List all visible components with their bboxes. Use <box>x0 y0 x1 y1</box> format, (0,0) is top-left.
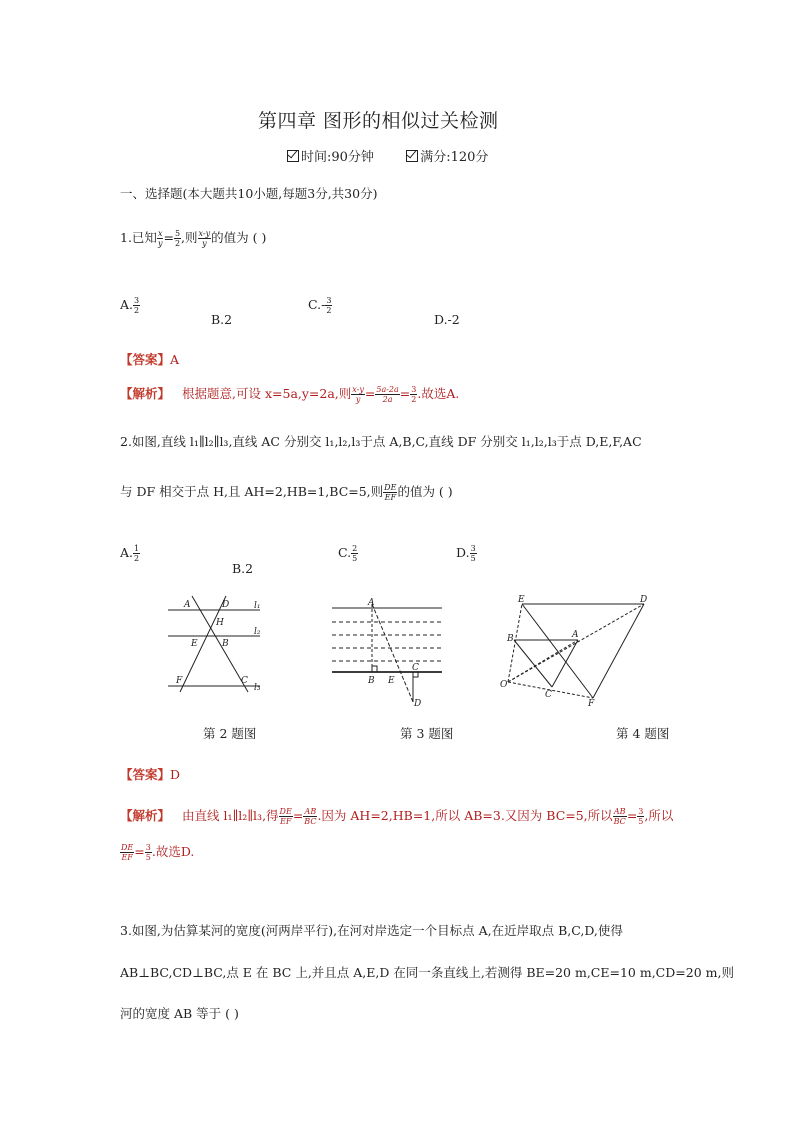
figure-3-caption: 第 3 题图 <box>400 726 454 741</box>
label-D: D <box>414 699 422 709</box>
figure-4-triangles <box>498 592 658 710</box>
label-B: B <box>507 634 514 644</box>
fraction: $\frac{3}{5}$ <box>638 807 644 826</box>
label-E: E <box>191 639 198 649</box>
q2-line-2: 与 DF 相交于点 H,且 AH=2,HB=1,BC=5,则 $\frac{DE}{EF}$ 的值为 ( ) <box>120 483 453 502</box>
fraction: $\frac{5}{2}$ <box>174 229 181 248</box>
figure-4-caption: 第 4 题图 <box>616 726 670 741</box>
label-l3: l₃ <box>254 683 261 693</box>
fraction: $\frac{AB}{BC}$ <box>304 807 317 826</box>
q2-line-1: 2.如图,直线 l₁∥l₂∥l₃,直线 AC 分别交 l₁,l₂,l₃于点 A,B,C,直线 DF 分别交 l₁,l₂,l₃于点 D,E,F,AC <box>120 434 642 449</box>
q2-answer: 【答案】D <box>120 767 181 782</box>
label-C: C <box>241 676 248 686</box>
label-H: H <box>216 618 224 628</box>
fraction: $\frac{x-y}{y}$ <box>198 229 211 248</box>
label-F: F <box>588 699 595 709</box>
q1-answer: 【答案】A <box>120 352 180 367</box>
fraction: $\frac{3}{2}$ <box>411 385 417 404</box>
fraction: $\frac{x}{y}$ <box>157 229 163 248</box>
page-title: 第四章 图形的相似过关检测 <box>258 110 499 132</box>
label-F: F <box>176 676 183 686</box>
label-O: O <box>500 680 508 690</box>
q1-option-c: C.- $\frac{3}{2}$ <box>308 296 332 315</box>
time-label: 时间:90分钟 <box>301 150 374 165</box>
fraction: $\frac{DE}{EF}$ <box>121 843 134 862</box>
label-l1: l₁ <box>254 601 261 611</box>
section-heading: 一、选择题(本大题共10小题,每题3分,共30分) <box>120 186 378 201</box>
question-1: 1.已知 $\frac{x}{y}$ = $\frac{5}{2}$ ,则 $\frac{x-y}{y}$ 的值为 ( ) <box>120 229 267 248</box>
q2-option-a: A. $\frac{1}{2}$ <box>120 544 140 563</box>
fraction: $\frac{x-y}{y}$ <box>352 385 364 404</box>
fraction: $\frac{3}{5}$ <box>470 544 476 563</box>
label-l2: l₂ <box>254 627 261 637</box>
exam-meta <box>287 146 488 165</box>
checkbox-icon <box>406 150 418 162</box>
label-C: C <box>412 663 419 673</box>
q2-analysis-line-1: 【解析】 由直线 l₁∥l₂∥l₃,得 $\frac{DE}{EF}$ = $\frac{AB}{BC}$ .因为 AH=2,HB=1,所以 AB=3.又因为 BC=5,所以 $\frac{AB}{BC}$ = $\frac{3}{5}$ ,所以 <box>120 807 674 826</box>
checkbox-icon <box>287 150 299 162</box>
q2-option-d: D. $\frac{3}{5}$ <box>456 544 476 563</box>
q3-line-3: 河的宽度 AB 等于 ( ) <box>120 1006 239 1021</box>
fraction: $\frac{3}{2}$ <box>326 296 332 315</box>
label-E: E <box>518 595 525 605</box>
fraction: $\frac{AB}{BC}$ <box>613 807 626 826</box>
label-B: B <box>222 639 229 649</box>
q1-option-a: A. $\frac{3}{2}$ <box>120 296 140 315</box>
label-A: A <box>368 598 375 608</box>
fraction: $\frac{DE}{EF}$ <box>384 483 397 502</box>
label-A: A <box>572 630 579 640</box>
figure-2-parallel-lines <box>160 592 270 697</box>
fraction: $\frac{3}{2}$ <box>134 296 140 315</box>
label-B: B <box>368 676 375 686</box>
q1-option-d: D.-2 <box>434 312 460 327</box>
figure-2-caption: 第 2 题图 <box>203 726 257 741</box>
q2-option-c: C. $\frac{2}{5}$ <box>338 544 358 563</box>
fraction: $\frac{2}{5}$ <box>352 544 358 563</box>
q1-option-b: B.2 <box>211 312 233 327</box>
label-D: D <box>640 595 648 605</box>
q1-text: 1.已知 <box>120 230 157 245</box>
fraction: $\frac{5a-2a}{2a}$ <box>376 385 399 404</box>
label-A: A <box>184 600 191 610</box>
label-E: E <box>388 676 395 686</box>
q3-line-1: 3.如图,为估算某河的宽度(河两岸平行),在河对岸选定一个目标点 A,在近岸取点 B,C,D,使得 <box>120 923 623 938</box>
fraction: $\frac{DE}{EF}$ <box>279 807 292 826</box>
q2-analysis-line-2: $\frac{DE}{EF}$ = $\frac{3}{5}$ .故选D. <box>121 843 195 862</box>
figure-3-river <box>326 594 450 712</box>
label-C: C <box>545 690 552 700</box>
q1-analysis: 【解析】 根据题意,可设 x=5a,y=2a,则 $\frac{x-y}{y}$ = $\frac{5a-2a}{2a}$ = $\frac{3}{2}$ .故选A. <box>120 385 460 404</box>
score-label: 满分:120分 <box>420 150 489 165</box>
q2-option-b: B.2 <box>232 561 254 576</box>
q3-line-2: AB⊥BC,CD⊥BC,点 E 在 BC 上,并且点 A,E,D 在同一条直线上,若测得 BE=20 m,CE=10 m,CD=20 m,则 <box>120 965 734 980</box>
fraction: $\frac{1}{2}$ <box>134 544 140 563</box>
label-D: D <box>222 600 230 610</box>
fraction: $\frac{3}{5}$ <box>145 843 151 862</box>
